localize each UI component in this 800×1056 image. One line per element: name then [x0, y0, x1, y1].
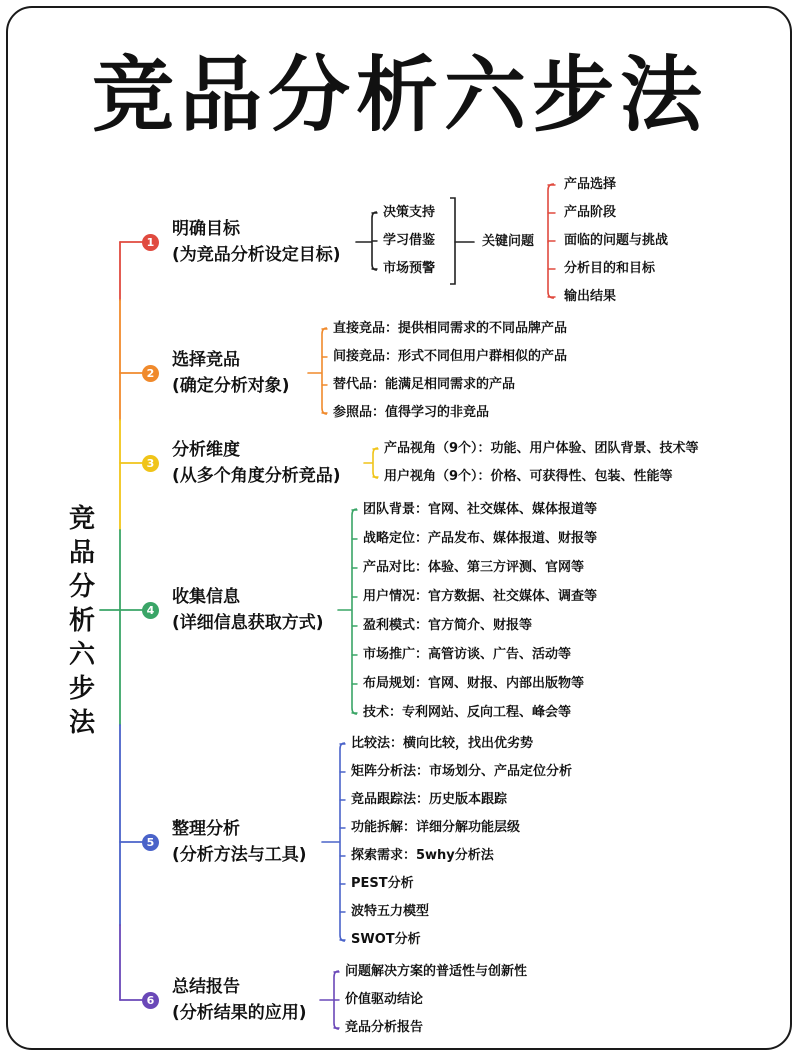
step-title: 分析维度 [172, 440, 240, 460]
key-questions-label: 关键问题 [482, 234, 535, 249]
leaf-item: 直接竞品：提供相同需求的不同品牌产品 [333, 321, 568, 336]
leaf-item: 价值驱动结论 [345, 992, 424, 1007]
leaf-item: 竞品分析报告 [345, 1020, 424, 1035]
leaf-item: 比较法：横向比较，找出优劣势 [351, 736, 534, 751]
leaf-item: 团队背景：官网、社交媒体、媒体报道等 [363, 502, 598, 517]
key-question-item: 输出结果 [564, 289, 617, 304]
page-title: 竞品分析六步法 [91, 48, 708, 143]
step-subtitle: (分析结果的应用) [172, 1003, 307, 1023]
key-question-item: 面临的问题与挑战 [564, 233, 669, 248]
leaf-item: 功能拆解：详细分解功能层级 [351, 820, 521, 835]
step-badge-6: 6 [142, 992, 159, 1009]
leaf-item: 参照品：值得学习的非竞品 [333, 405, 490, 420]
step-title: 整理分析 [172, 819, 240, 839]
items-close-bracket [450, 198, 455, 284]
leaf-item: 问题解决方案的普适性与创新性 [345, 964, 528, 979]
step-badge-1: 1 [142, 234, 159, 251]
items-bracket [373, 448, 378, 478]
leaf-item: 探索需求：5why分析法 [351, 848, 494, 863]
leaf-item: 用户视角（9个）：价格、可获得性、包装、性能等 [384, 469, 673, 484]
leaf-item: 间接竞品：形式不同但用户群相似的产品 [333, 349, 568, 364]
leaf-item: 波特五力模型 [351, 904, 430, 919]
leaf-item: 决策支持 [383, 205, 436, 220]
root-label-char: 步 [68, 674, 95, 704]
leaf-item: 盈利模式：官方简介、财报等 [363, 618, 533, 633]
leaf-item: 竞品跟踪法：历史版本跟踪 [351, 792, 508, 807]
step-badge-3: 3 [142, 455, 159, 472]
leaf-item: 产品对比：体验、第三方评测、官网等 [363, 560, 585, 575]
step-title: 明确目标 [172, 219, 240, 239]
key-question-item: 分析目的和目标 [564, 261, 656, 276]
step-subtitle: (确定分析对象) [172, 376, 290, 396]
step-badge-4: 4 [142, 602, 159, 619]
step-title: 选择竞品 [172, 350, 240, 370]
leaf-item: 布局规划：官网、财报、内部出版物等 [363, 676, 585, 691]
step-subtitle: (从多个角度分析竞品) [172, 466, 341, 486]
step-subtitle: (分析方法与工具) [172, 845, 307, 865]
leaf-item: 战略定位：产品发布、媒体报道、财报等 [363, 531, 598, 546]
items-bracket [322, 328, 327, 414]
key-question-item: 产品选择 [564, 177, 617, 192]
leaf-item: 替代品：能满足相同需求的产品 [333, 377, 516, 392]
step-title: 总结报告 [172, 977, 240, 997]
root-label-char: 六 [68, 640, 95, 670]
step-badge-2: 2 [142, 365, 159, 382]
items-bracket [352, 509, 357, 714]
leaf-item: 产品视角（9个）：功能、用户体验、团队背景、技术等 [384, 441, 699, 456]
root-label-char: 分 [68, 572, 95, 602]
leaf-item: 矩阵分析法：市场划分、产品定位分析 [351, 764, 573, 779]
root-label-char: 品 [68, 538, 95, 568]
step-subtitle: (为竞品分析设定目标) [172, 245, 341, 265]
root-label-char: 析 [68, 606, 95, 636]
root-label [60, 502, 104, 740]
leaf-item: PEST分析 [351, 876, 414, 891]
leaf-item: 用户情况：官方数据、社交媒体、调查等 [363, 589, 598, 604]
leaf-item: 技术：专利网站、反向工程、峰会等 [363, 705, 572, 720]
step-badge-5: 5 [142, 834, 159, 851]
leaf-item: SWOT分析 [351, 932, 421, 947]
root-label-char: 法 [68, 708, 95, 738]
root-label-char: 竞 [68, 504, 95, 534]
key-question-item: 产品阶段 [564, 205, 617, 220]
leaf-item: 市场预警 [383, 261, 436, 276]
leaf-item: 市场推广：高管访谈、广告、活动等 [363, 647, 572, 662]
step-subtitle: (详细信息获取方式) [172, 613, 324, 633]
step-title: 收集信息 [172, 587, 240, 607]
leaf-item: 学习借鉴 [383, 233, 436, 248]
